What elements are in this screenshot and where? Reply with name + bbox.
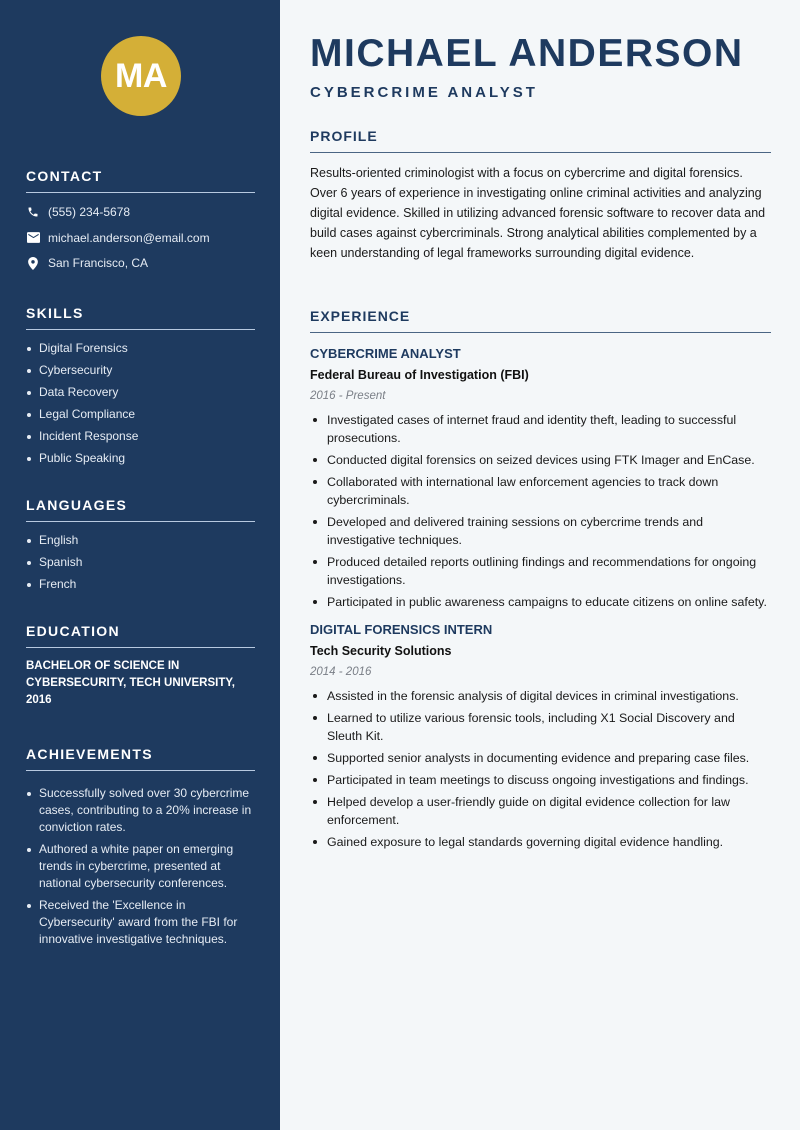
profile-section [310, 128, 771, 263]
skill-item: Cybersecurity [26, 362, 255, 379]
job-bullet: Supported senior analysts in documenting evidence and preparing case files. [310, 749, 771, 767]
achievements-list [26, 785, 255, 948]
language-item: French [26, 576, 255, 593]
achievement-item: Successfully solved over 30 cybercrime cases, contributing to a 20% increase in conviction rates. [26, 785, 255, 836]
skill-item: Incident Response [26, 428, 255, 445]
languages-list [26, 532, 255, 593]
education-degree: BACHELOR OF SCIENCE IN CYBERSECURITY, TECH UNIVERSITY, 2016 [26, 660, 235, 706]
achievements-section [26, 746, 255, 953]
location-pin-icon [26, 256, 40, 270]
job-bullet: Investigated cases of internet fraud and identity theft, leading to successful prosecutions. [310, 411, 771, 447]
contact-location [26, 254, 255, 272]
skills-section [26, 305, 255, 472]
language-item: Spanish [26, 554, 255, 571]
job-entry [310, 621, 771, 851]
job-bullets [310, 411, 771, 611]
skills-list [26, 340, 255, 467]
achievement-item: Received the 'Excellence in Cybersecurity' award from the FBI for innovative investigative techniques. [26, 897, 255, 948]
education-section [26, 623, 255, 709]
job-bullet: Developed and delivered training sessions on cybercrime trends and investigative techniques. [310, 513, 771, 549]
job-entry [310, 345, 771, 611]
candidate-name: MICHAEL ANDERSON [310, 32, 744, 75]
skill-item: Public Speaking [26, 450, 255, 467]
skill-item: Legal Compliance [26, 406, 255, 423]
skill-item: Data Recovery [26, 384, 255, 401]
avatar-initials: MA [115, 56, 167, 95]
phone-text: (555) 234-5678 [48, 205, 131, 219]
profile-heading: PROFILE [310, 128, 771, 153]
job-company: Federal Bureau of Investigation (FBI) [310, 368, 529, 382]
job-bullet: Helped develop a user-friendly guide on digital evidence collection for law enforcement. [310, 793, 771, 829]
achievements-heading: ACHIEVEMENTS [26, 746, 255, 771]
job-title: DIGITAL FORENSICS INTERN [310, 622, 493, 637]
skills-heading: SKILLS [26, 305, 255, 330]
job-bullet: Collaborated with international law enforcement agencies to track down cybercriminals. [310, 473, 771, 509]
profile-text: Results-oriented criminologist with a focus on cybercrime and digital forensics. Over 6 years of experience in investigating online criminal activities and analyzing digital evidence. Skilled in utilizing advanced forensic software to recover data and build cases against cybercriminals. Strong analytical abilities complemented by a keen understanding of legal frameworks surrounding digital evidence. [310, 166, 766, 260]
email-icon [26, 231, 40, 245]
experience-section [310, 308, 771, 861]
avatar [101, 36, 181, 116]
contact-section [26, 168, 255, 280]
job-bullet: Participated in team meetings to discuss ongoing investigations and findings. [310, 771, 771, 789]
job-title: CYBERCRIME ANALYST [310, 346, 461, 361]
languages-section [26, 497, 255, 598]
contact-heading: CONTACT [26, 168, 255, 193]
skill-item: Digital Forensics [26, 340, 255, 357]
job-dates: 2016 - Present [310, 390, 386, 402]
job-dates: 2014 - 2016 [310, 666, 372, 678]
languages-heading: LANGUAGES [26, 497, 255, 522]
sidebar [0, 0, 280, 1130]
education-heading: EDUCATION [26, 623, 255, 648]
job-bullets [310, 687, 771, 851]
phone-icon [26, 205, 40, 219]
achievement-item: Authored a white paper on emerging trends in cybercrime, presented at national cybersecurity conferences. [26, 841, 255, 892]
experience-heading: EXPERIENCE [310, 308, 771, 333]
job-bullet: Conducted digital forensics on seized devices using FTK Imager and EnCase. [310, 451, 771, 469]
job-bullet: Learned to utilize various forensic tools, including X1 Social Discovery and Sleuth Kit. [310, 709, 771, 745]
job-bullet: Assisted in the forensic analysis of digital devices in criminal investigations. [310, 687, 771, 705]
contact-email [26, 229, 255, 247]
job-company: Tech Security Solutions [310, 644, 452, 658]
contact-phone [26, 203, 255, 221]
job-bullet: Gained exposure to legal standards governing digital evidence handling. [310, 833, 771, 851]
job-bullet: Produced detailed reports outlining findings and recommendations for ongoing investigations. [310, 553, 771, 589]
email-text[interactable]: michael.anderson@email.com [48, 230, 210, 245]
candidate-role: CYBERCRIME ANALYST [310, 84, 538, 101]
language-item: English [26, 532, 255, 549]
location-text: San Francisco, CA [48, 256, 149, 270]
job-bullet: Participated in public awareness campaigns to educate citizens on online safety. [310, 593, 771, 611]
